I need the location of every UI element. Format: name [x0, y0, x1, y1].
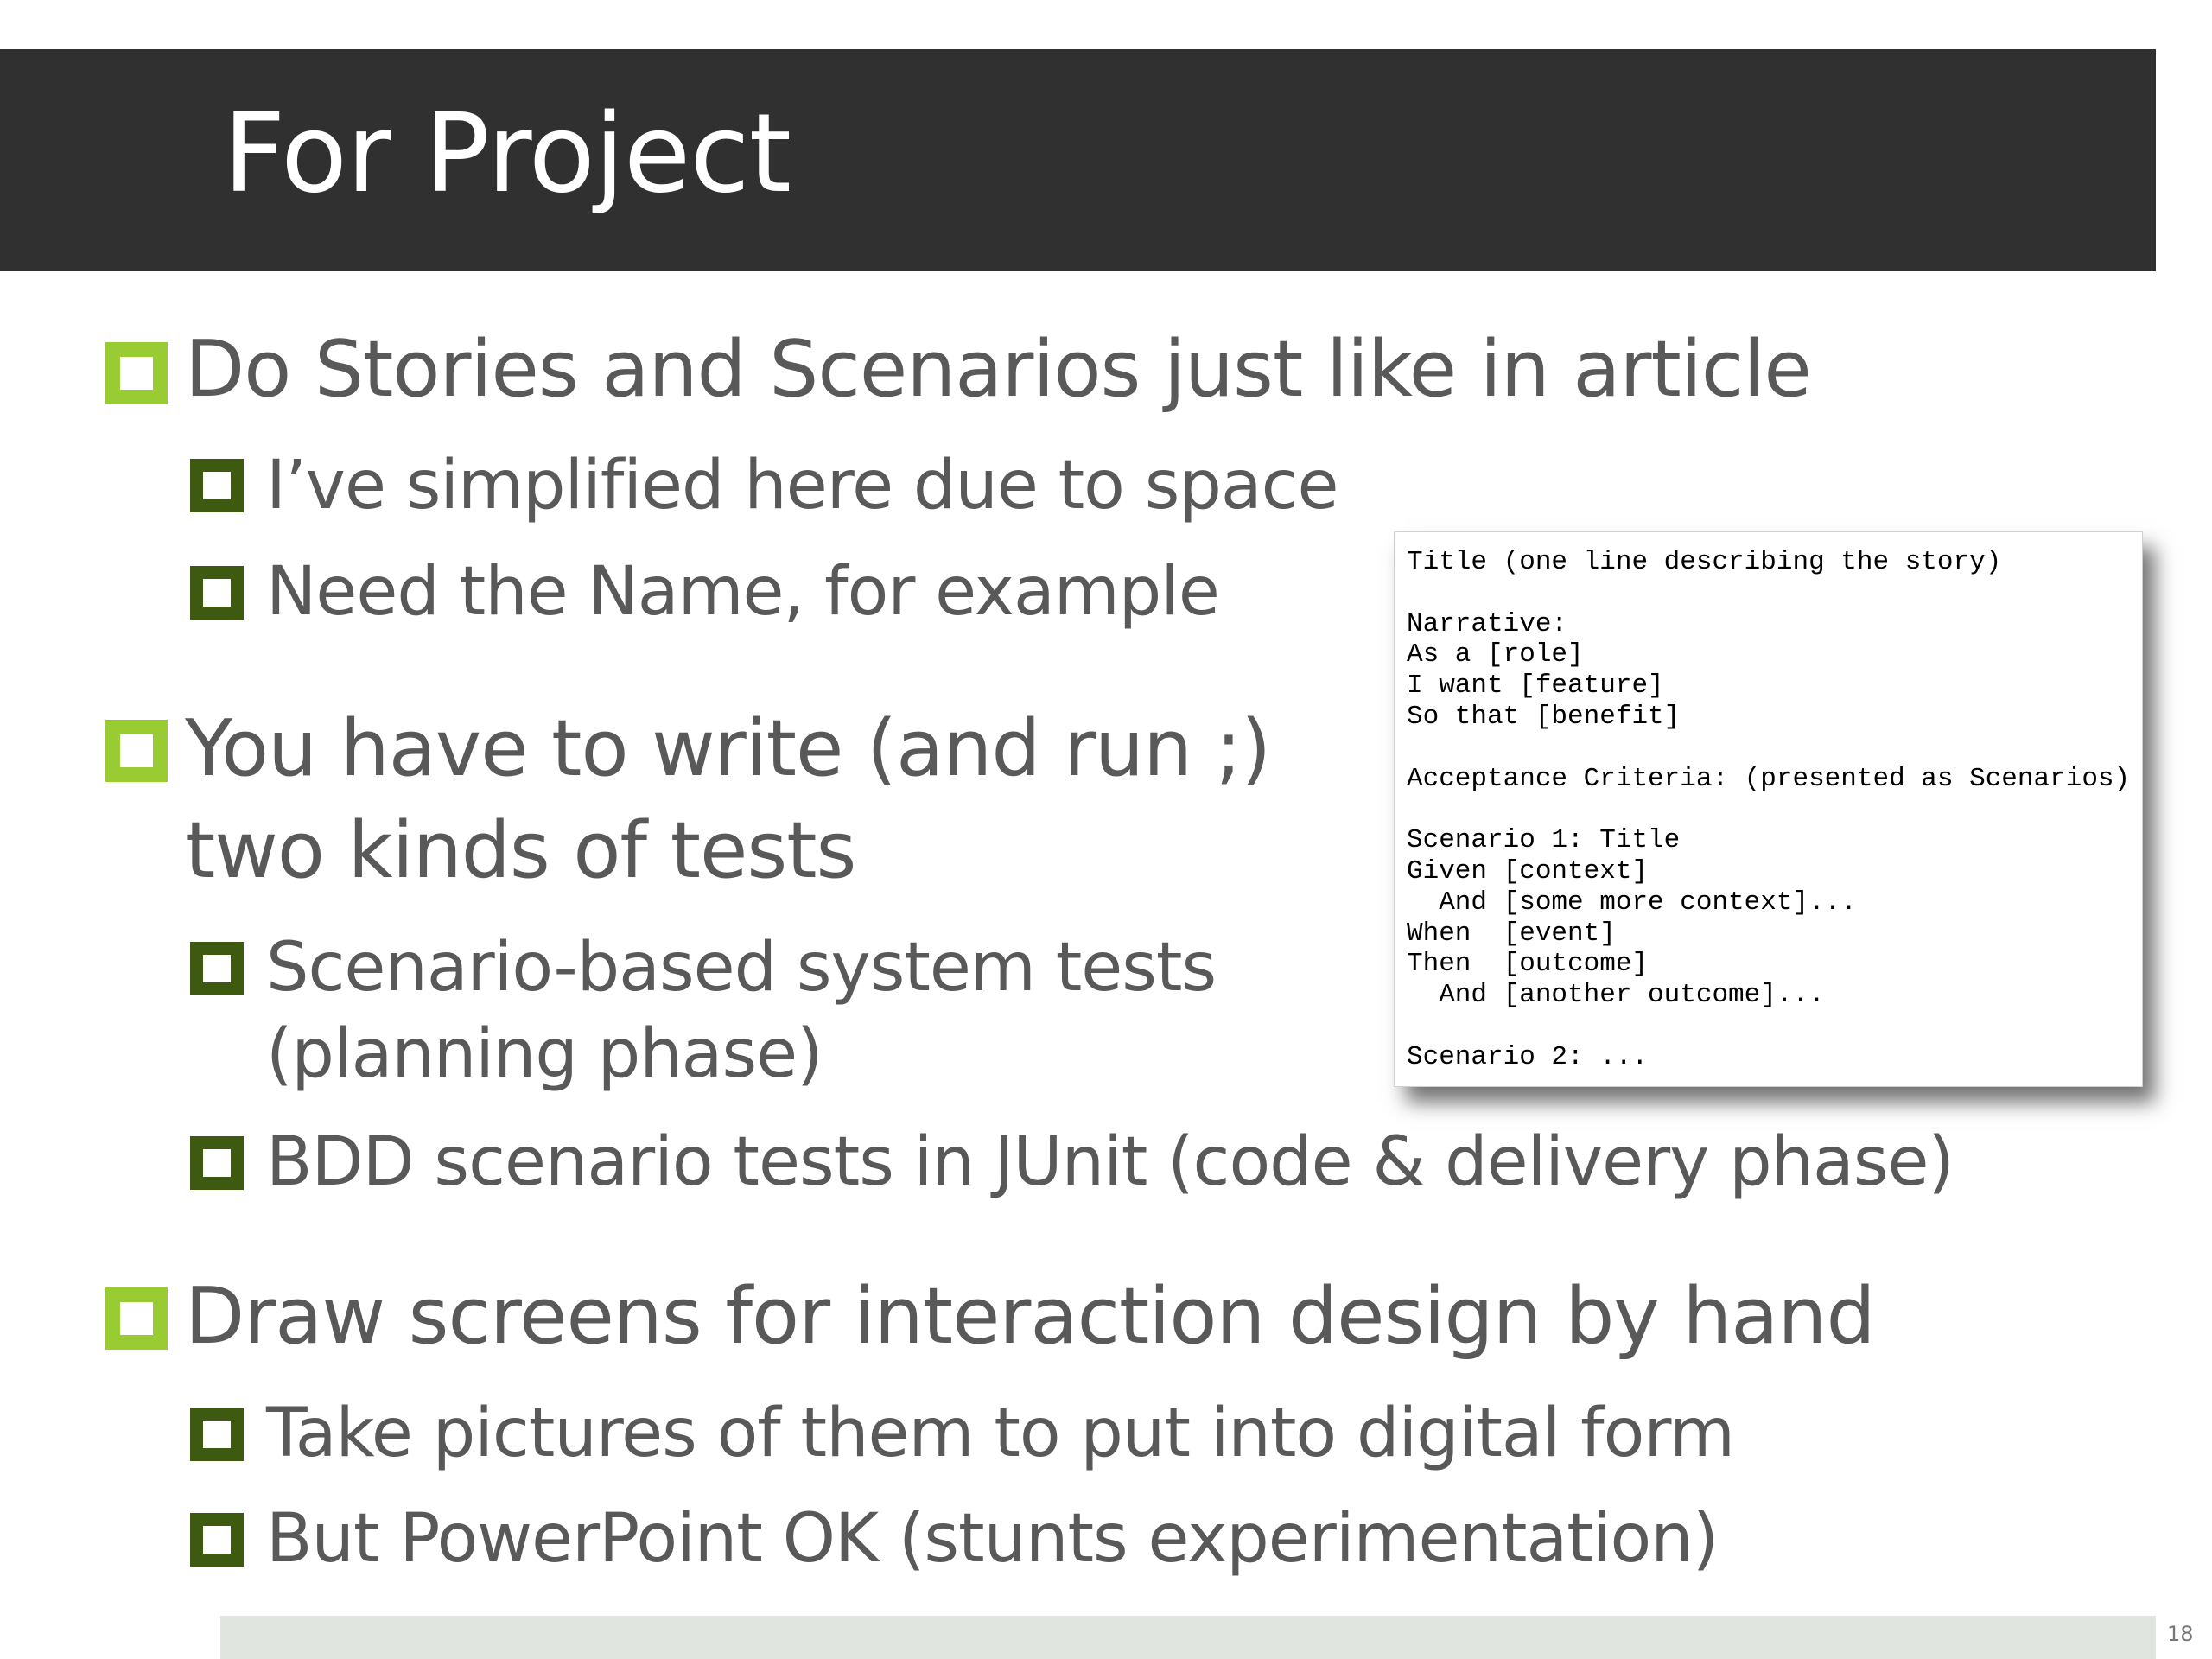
story-template-box: [1394, 531, 2143, 1087]
template-line: As a [role]: [1407, 639, 1584, 671]
bullet-text: [266, 1119, 1954, 1205]
bullet-line: Take pictures of them to put into digital form: [266, 1395, 1735, 1472]
bullet-line: But PowerPoint OK (stunts experimentation): [266, 1500, 1719, 1578]
bullet-line: Draw screens for interaction design by hand: [185, 1271, 1875, 1362]
level1-bullet-icon: [105, 1287, 168, 1350]
bullet-text: [185, 698, 1270, 902]
template-line: Then [outcome]: [1407, 949, 1649, 980]
bullet-text: [266, 1390, 1734, 1477]
bullet-line: I’ve simplified here due to space: [266, 447, 1338, 524]
bullet-line: You have to write (and run ;): [185, 703, 1271, 794]
level1-bullet-icon: [105, 720, 168, 782]
bullet-line: Do Stories and Scenarios just like in article: [185, 324, 1811, 415]
level2-bullet-icon: [190, 1408, 244, 1461]
level2-bullet-icon: [190, 566, 244, 620]
bullet-line: two kinds of tests: [185, 805, 856, 896]
template-line: Narrative:: [1407, 608, 1568, 639]
template-line: Title (one line describing the story): [1407, 547, 2002, 577]
level2-bullet-icon: [190, 1136, 244, 1190]
bullet-text: [266, 925, 1216, 1097]
bullet-line: Need the Name, for example: [266, 553, 1219, 631]
template-line: I want [feature]: [1407, 671, 1664, 702]
page-number: 18: [2167, 1622, 2194, 1646]
bullet-text: [266, 1496, 1718, 1582]
template-line: So that [benefit]: [1407, 701, 1681, 732]
template-line: Acceptance Criteria: (presented as Scenarios): [1407, 763, 2131, 794]
level2-bullet-icon: [190, 1513, 244, 1567]
level1-bullet-icon: [105, 342, 168, 404]
slide-title: For Project: [223, 90, 791, 217]
footer-bar: [220, 1616, 2156, 1659]
bullet-line: (planning phase): [266, 1015, 823, 1093]
template-line: And [some more context]...: [1407, 887, 1857, 918]
bullet-text: [266, 549, 1219, 635]
level2-bullet-icon: [190, 942, 244, 995]
template-line: Scenario 1: Title: [1407, 825, 1681, 856]
template-line: And [another outcome]...: [1407, 980, 1825, 1011]
bullet-text: [266, 442, 1338, 529]
level2-bullet-icon: [190, 459, 244, 512]
bullet-text: [185, 319, 1811, 421]
bullet-text: [185, 1266, 1875, 1368]
bullet-line: BDD scenario tests in JUnit (code & delivery phase): [266, 1123, 1954, 1201]
template-line: Given [context]: [1407, 855, 1649, 887]
bullet-line: Scenario-based system tests: [266, 929, 1217, 1007]
template-line: Scenario 2: ...: [1407, 1041, 1649, 1072]
story-template-text: [1407, 547, 2130, 1073]
template-line: When [event]: [1407, 918, 1616, 949]
